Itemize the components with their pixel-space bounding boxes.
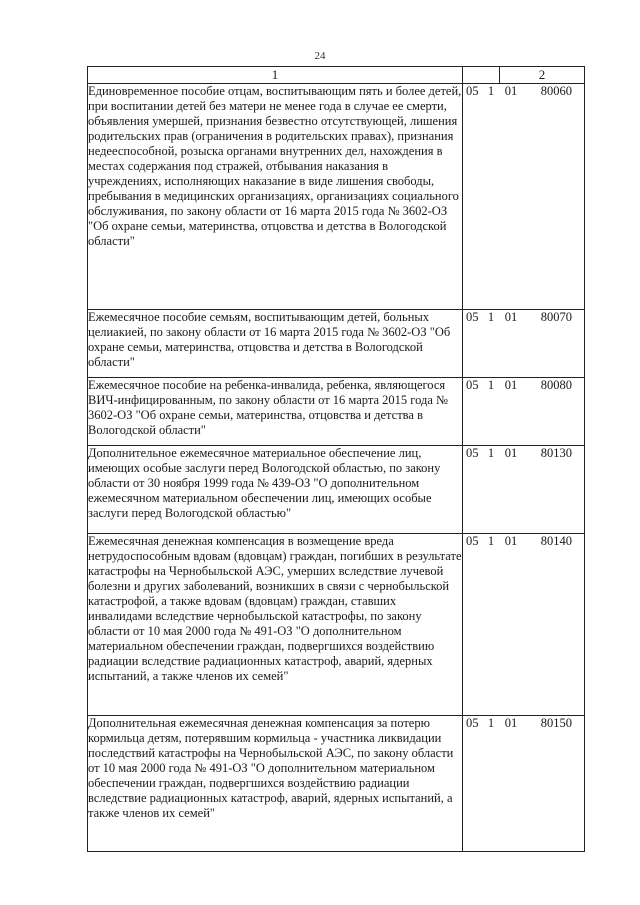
code-target: 01 bbox=[504, 716, 518, 730]
table-header-row bbox=[88, 67, 585, 84]
budget-classification-table bbox=[87, 66, 585, 852]
code-section: 05 bbox=[466, 378, 479, 392]
code-direction: 80070 bbox=[540, 310, 572, 324]
code-subsection: 1 bbox=[487, 446, 495, 460]
code-subsection: 1 bbox=[487, 534, 495, 548]
row-code bbox=[463, 534, 585, 716]
code-direction: 80130 bbox=[540, 446, 572, 460]
header-col-2-left bbox=[463, 67, 500, 83]
table-row bbox=[88, 310, 585, 378]
row-code bbox=[463, 84, 585, 310]
code-direction: 80140 bbox=[540, 534, 572, 548]
code-section: 05 bbox=[466, 534, 479, 548]
header-col-1: 1 bbox=[88, 67, 463, 84]
code-section: 05 bbox=[466, 310, 479, 324]
table-row bbox=[88, 378, 585, 446]
row-description: Ежемесячное пособие на ребенка-инвалида, ребенка, являющегося ВИЧ-инфицированным, по закону области от 16 марта 2015 года № 3602-ОЗ "Об охране семьи, материнства, отцовства и детства в Вологодской области" bbox=[88, 378, 463, 446]
code-target: 01 bbox=[504, 534, 518, 548]
table-row bbox=[88, 716, 585, 852]
page-number: 24 bbox=[314, 50, 326, 62]
table-row bbox=[88, 534, 585, 716]
code-direction: 80060 bbox=[540, 84, 572, 98]
row-code bbox=[463, 310, 585, 378]
code-target: 01 bbox=[504, 446, 518, 460]
row-description: Дополнительное ежемесячное материальное обеспечение лиц, имеющих особые заслуги перед Вологодской областью, по закону области от 30 ноября 1999 года № 439-ОЗ "О дополнительном ежемесячном материальном обеспечении лиц, имеющих особые заслуги перед Вологодской областью" bbox=[88, 446, 463, 534]
row-description: Ежемесячная денежная компенсация в возмещение вреда нетрудоспособным вдовам (вдовцам) граждан, погибших в результате катастрофы на Чернобыльской АЭС, умерших вследствие лучевой болезни и других заболеваний, возникших в связи с чернобыльской катастрофой, а также вдовам (вдовцам) граждан, ставших инвалидами вследствие чернобыльской катастрофы, по закону области от 10 мая 2000 года № 491-ОЗ "О дополнительном материальном обеспечении граждан, подвергшихся воздействию радиации вследствие радиационных катастроф, аварий, ядерных испытаний, а также членов их семей" bbox=[88, 534, 463, 716]
code-section: 05 bbox=[466, 84, 479, 98]
code-direction: 80080 bbox=[540, 378, 572, 392]
table-row bbox=[88, 84, 585, 310]
code-target: 01 bbox=[504, 310, 518, 324]
code-section: 05 bbox=[466, 716, 479, 730]
row-code bbox=[463, 378, 585, 446]
header-col-2 bbox=[463, 67, 585, 84]
code-direction: 80150 bbox=[540, 716, 572, 730]
row-description: Дополнительная ежемесячная денежная компенсация за потерю кормильца детям, потерявшим кормильца - участника ликвидации последствий катастрофы на Чернобыльской АЭС, по закону области от 10 мая 2000 года № 491-ОЗ "О дополнительном материальном обеспечении граждан, подвергшихся воздействию радиации вследствие радиационных катастроф, аварий, ядерных испытаний, а также членов их семей" bbox=[88, 716, 463, 852]
code-subsection: 1 bbox=[487, 378, 495, 392]
code-target: 01 bbox=[504, 378, 518, 392]
code-subsection: 1 bbox=[487, 84, 495, 98]
code-subsection: 1 bbox=[487, 310, 495, 324]
code-target: 01 bbox=[504, 84, 518, 98]
row-description: Ежемесячное пособие семьям, воспитывающим детей, больных целиакией, по закону области от 16 марта 2015 года № 3602-ОЗ "Об охране семьи, материнства, отцовства и детства в Вологодской области" bbox=[88, 310, 463, 378]
row-description: Единовременное пособие отцам, воспитывающим пять и более детей, при воспитании детей без матери не менее года в случае ее смерти, объявления умершей, признания безвестно отсутствующей, лишения родительских прав (ограничения в родительских правах), признания недееспособной, розыска органами внутренних дел, нахождения в местах содержания под стражей, отбывания наказания в учреждениях, исполняющих наказание в виде лишения свободы, пребывания в медицинских организациях, организациях социального обслуживания, по закону области от 16 марта 2015 года № 3602-ОЗ "Об охране семьи, материнства, отцовства и детства в Вологодской области" bbox=[88, 84, 463, 310]
header-col-2-label: 2 bbox=[538, 67, 546, 82]
table-row bbox=[88, 446, 585, 534]
code-section: 05 bbox=[466, 446, 479, 460]
code-subsection: 1 bbox=[487, 716, 495, 730]
row-code bbox=[463, 446, 585, 534]
row-code bbox=[463, 716, 585, 852]
